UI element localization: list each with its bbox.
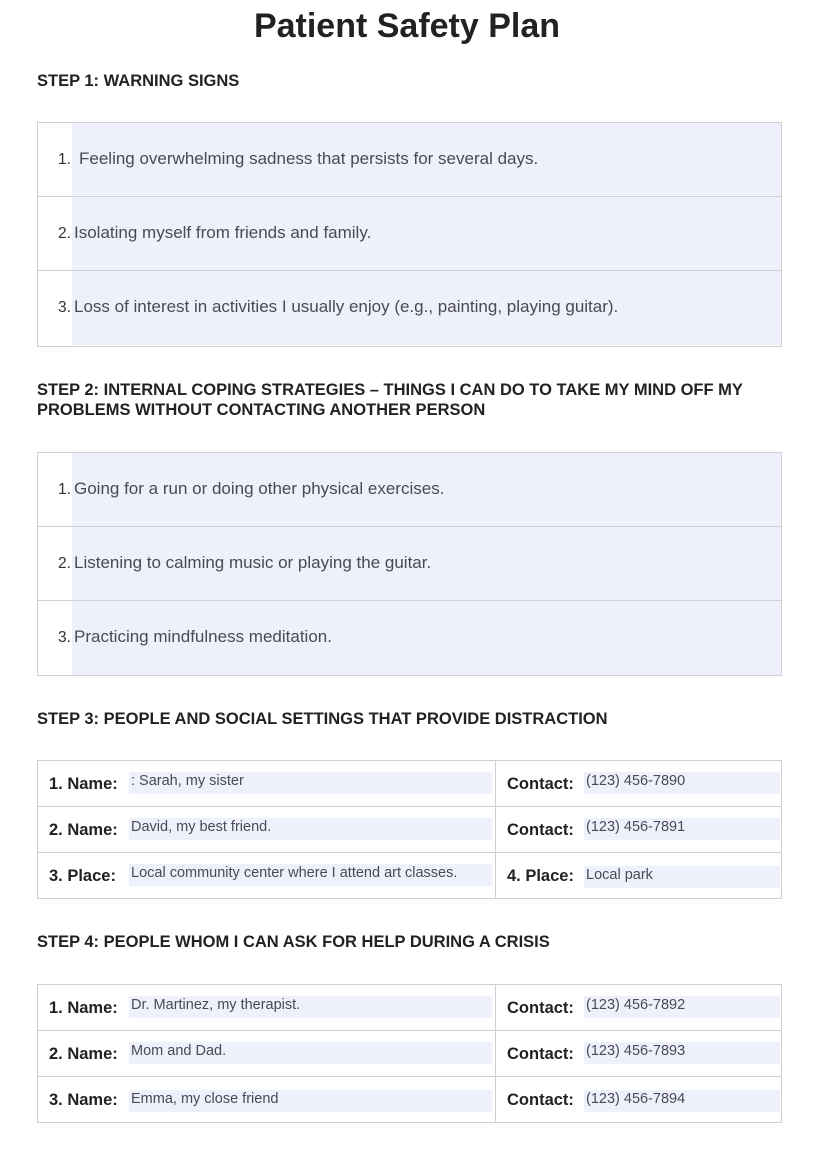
table-row xyxy=(38,1077,781,1122)
table-row xyxy=(38,853,781,898)
step4-heading: STEP 4: PEOPLE WHOM I CAN ASK FOR HELP DURING A CRISIS xyxy=(37,933,550,951)
name-field[interactable]: David, my best friend. xyxy=(129,818,492,840)
step2-heading: STEP 2: INTERNAL COPING STRATEGIES – THINGS I CAN DO TO TAKE MY MIND OFF MY PROBLEMS WITHOUT CONTACTING ANOTHER PERSON xyxy=(37,381,743,419)
contact-field[interactable]: (123) 456-7892 xyxy=(584,996,780,1018)
list-item-text[interactable]: Loss of interest in activities I usually enjoy (e.g., painting, playing guitar). xyxy=(74,297,619,316)
table-row xyxy=(38,761,781,807)
name-field[interactable]: : Sarah, my sister xyxy=(129,772,492,794)
distraction-contacts-table xyxy=(37,760,782,899)
list-number: 1. xyxy=(58,481,71,498)
warning-signs-list xyxy=(37,122,782,347)
crisis-contacts-table xyxy=(37,984,782,1123)
step3-heading: STEP 3: PEOPLE AND SOCIAL SETTINGS THAT PROVIDE DISTRACTION xyxy=(37,710,608,728)
list-item xyxy=(38,453,781,527)
contact-label: Contact: xyxy=(507,1045,574,1063)
contact-label: Contact: xyxy=(507,999,574,1017)
place-label: 4. Place: xyxy=(507,867,574,885)
list-item-text[interactable]: Practicing mindfulness meditation. xyxy=(74,627,332,646)
step1-heading: STEP 1: WARNING SIGNS xyxy=(37,72,240,90)
contact-label: Contact: xyxy=(507,775,574,793)
contact-field[interactable]: (123) 456-7894 xyxy=(584,1090,780,1112)
page-title: Patient Safety Plan xyxy=(253,7,561,45)
place-field[interactable]: Local park xyxy=(584,866,780,888)
name-label: 1. Name: xyxy=(49,775,118,793)
name-label: 2. Name: xyxy=(49,821,118,839)
contact-label: Contact: xyxy=(507,1091,574,1109)
contact-field[interactable]: (123) 456-7891 xyxy=(584,818,780,840)
list-item xyxy=(38,271,781,345)
table-row xyxy=(38,1031,781,1077)
name-label: 3. Name: xyxy=(49,1091,118,1109)
place-field[interactable]: Local community center where I attend art classes. xyxy=(129,864,492,886)
name-field[interactable]: Mom and Dad. xyxy=(129,1042,492,1064)
list-number: 2. xyxy=(58,555,71,572)
name-label: 2. Name: xyxy=(49,1045,118,1063)
place-label: 3. Place: xyxy=(49,867,116,885)
name-field[interactable]: Dr. Martinez, my therapist. xyxy=(129,996,492,1018)
list-number: 3. xyxy=(58,629,71,646)
coping-strategies-list xyxy=(37,452,782,676)
contact-field[interactable]: (123) 456-7893 xyxy=(584,1042,780,1064)
name-field[interactable]: Emma, my close friend xyxy=(129,1090,492,1112)
list-item-text[interactable]: Listening to calming music or playing the guitar. xyxy=(74,553,432,572)
name-label: 1. Name: xyxy=(49,999,118,1017)
table-row xyxy=(38,985,781,1031)
list-item xyxy=(38,123,781,197)
contact-field[interactable]: (123) 456-7890 xyxy=(584,772,780,794)
list-number: 1. xyxy=(58,151,71,168)
list-number: 2. xyxy=(58,225,71,242)
list-item-text[interactable]: Isolating myself from friends and family. xyxy=(74,223,372,242)
list-item xyxy=(38,197,781,271)
table-row xyxy=(38,807,781,853)
list-number: 3. xyxy=(58,299,71,316)
list-item xyxy=(38,527,781,601)
list-item-text[interactable]: Feeling overwhelming sadness that persists for several days. xyxy=(79,149,539,168)
list-item xyxy=(38,601,781,675)
list-item-text[interactable]: Going for a run or doing other physical exercises. xyxy=(74,479,445,498)
contact-label: Contact: xyxy=(507,821,574,839)
